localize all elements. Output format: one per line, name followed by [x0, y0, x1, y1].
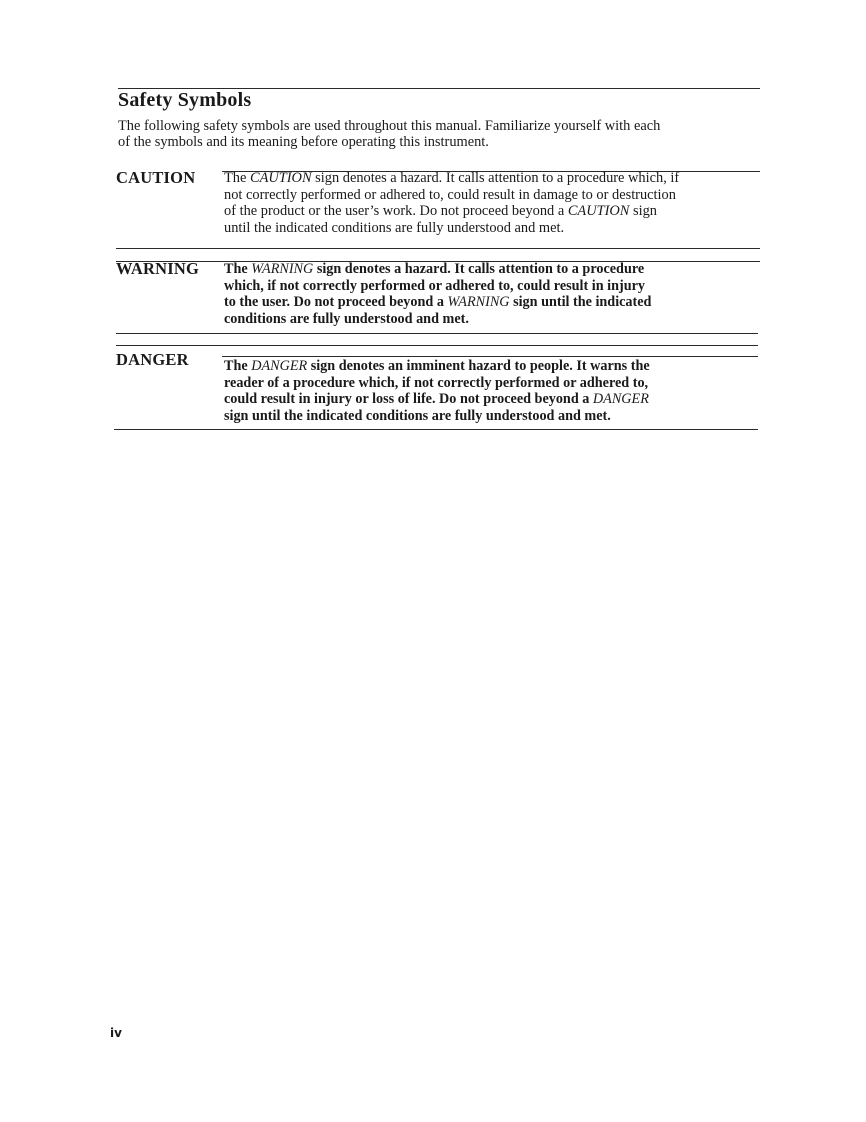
warning-term: WARNING [251, 261, 314, 277]
warning-label: WARNING [116, 259, 199, 278]
intro-line: The following safety symbols are used throughout this manual. Familiarize yourself with each [118, 118, 661, 134]
caution-label: CAUTION [116, 168, 196, 187]
notice-line: The CAUTION sign denotes a hazard. It calls attention to a procedure which, if [224, 170, 680, 186]
notice-line: The WARNING sign denotes a hazard. It calls attention to a procedure [224, 261, 645, 277]
danger-top-rule [116, 345, 758, 346]
danger-bottom-rule [114, 429, 758, 430]
notice-line: to the user. Do not proceed beyond a WARNING sign until the indicated [224, 294, 652, 310]
notice-line: until the indicated conditions are fully understood and met. [224, 219, 565, 236]
danger-label: DANGER [116, 350, 189, 369]
page-title: Safety Symbols [118, 89, 252, 111]
page-number: iv [110, 1026, 122, 1040]
notice-line: not correctly performed or adhered to, could result in damage to or destruction [224, 186, 676, 203]
notice-line: of the product or the user’s work. Do not proceed beyond a CAUTION sign [224, 203, 657, 219]
notice-line: reader of a procedure which, if not correctly performed or adhered to, [224, 374, 649, 391]
danger-term: DANGER [251, 358, 308, 374]
intro-line: of the symbols and its meaning before operating this instrument. [118, 133, 489, 150]
caution-term: CAUTION [567, 203, 630, 219]
warning-text [224, 261, 764, 327]
danger-term: DANGER [592, 391, 649, 407]
notice-line: could result in injury or loss of life. Do not proceed beyond a DANGER [224, 391, 649, 407]
caution-term: CAUTION [249, 170, 312, 186]
notice-line: which, if not correctly performed or adhered to, could result in injury [224, 277, 645, 294]
intro-paragraph [118, 119, 758, 150]
notice-line: conditions are fully understood and met. [224, 310, 469, 327]
caution-bottom-rule [116, 248, 760, 249]
danger-inner-rule [222, 356, 758, 357]
notice-line: The DANGER sign denotes an imminent hazard to people. It warns the [224, 358, 650, 374]
warning-term: WARNING [447, 294, 510, 310]
danger-text [224, 358, 764, 424]
caution-text [224, 170, 764, 236]
warning-bottom-rule [116, 333, 758, 334]
notice-line: sign until the indicated conditions are fully understood and met. [224, 407, 611, 424]
